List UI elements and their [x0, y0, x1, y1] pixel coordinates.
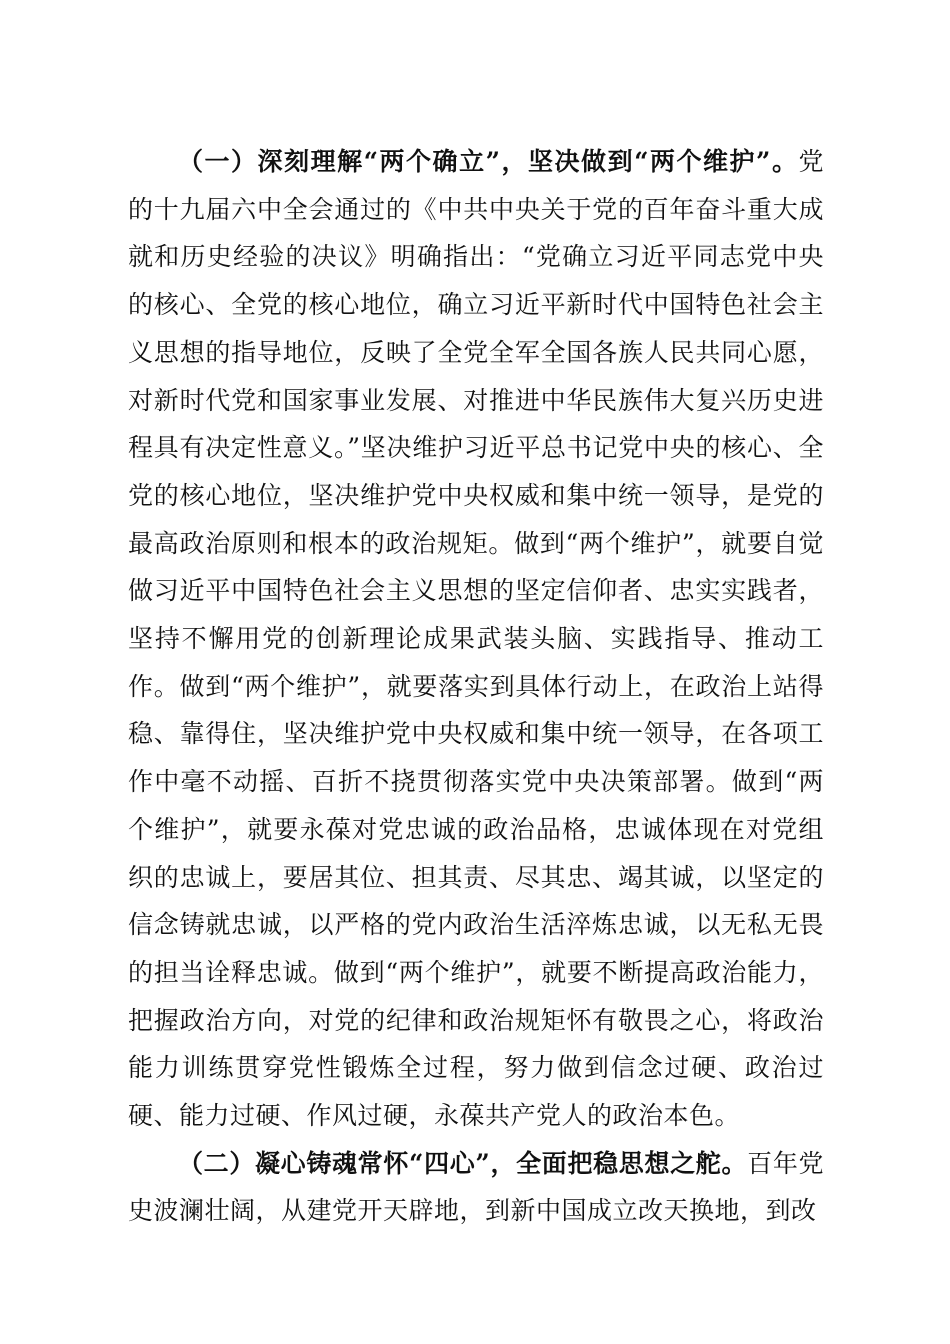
paragraph-one-text: 党的十九届六中全会通过的《中共中央关于党的百年奋斗重大成就和历史经验的决议》明确指出：“党确立习近平同志党中央的核心、全党的核心地位，确立习近平新时代中国特色社会主义思想的指导地位，反映了全党全军全国各族人民共同心愿，对新时代党和国家事业发展、对推进中华民族伟大复兴历史进程具有决定性意义。”坚决维护习近平总书记党中央的核心、全党的核心地位，坚决维护党中央权威和集中统一领导，是党的最高政治原则和根本的政治规矩。做到“两个维护”，就要自觉做习近平中国特色社会主义思想的坚定信仰者、忠实实践者，坚持不懈用党的创新理论成果武装头脑、实践指导、推动工作。做到“两个维护”，就要落实到具体行动上，在政治上站得稳、靠得住，坚决维护党中央权威和集中统一领导，在各项工作中毫不动摇、百折不挠贯彻落实党中央决策部署。做到“两个维护”，就要永葆对党忠诚的政治品格，忠诚体现在对党组织的忠诚上，要居其位、担其责、尽其忠、竭其诚，以坚定的信念铸就忠诚，以严格的党内政治生活淬炼忠诚，以无私无畏的担当诠释忠诚。做到“两个维护”，就要不断提高政治能力，把握政治方向，对党的纪律和政治规矩怀有敬畏之心，将政治能力训练贯穿党性锻炼全过程，努力做到信念过硬、政治过硬、能力过硬、作风过硬，永葆共产党人的政治本色。: [128, 147, 824, 1131]
paragraph-one-heading: （一）深刻理解“两个确立”，坚决做到“两个维护”。: [178, 147, 799, 176]
paragraph-two: [128, 1140, 824, 1235]
paragraph-two-text: 百年党史波澜壮阔，从建党开天辟地，到新中国成立改天换地，到改: [128, 1148, 824, 1226]
document-body: [128, 138, 824, 1235]
paragraph-one: [128, 138, 824, 1140]
paragraph-two-heading: （二）凝心铸魂常怀“四心”，全面把稳思想之舵。: [178, 1148, 748, 1178]
